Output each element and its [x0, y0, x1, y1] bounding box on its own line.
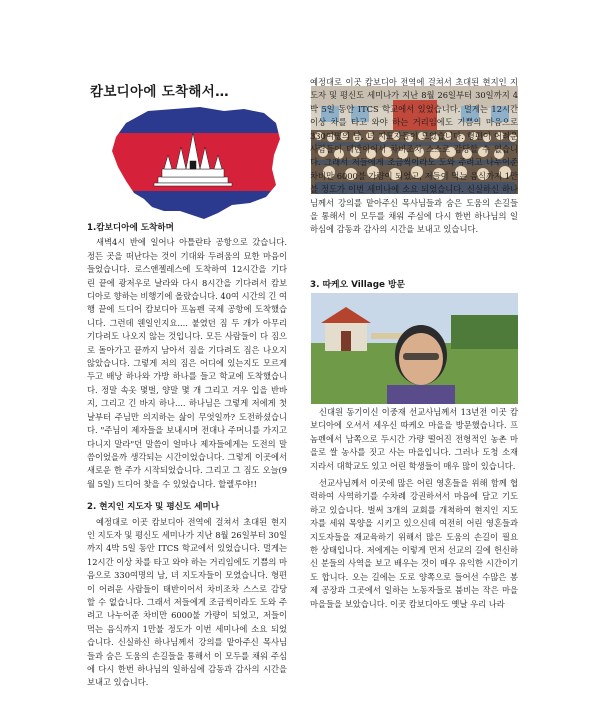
page-title: 캄보디아에 도착해서…: [90, 84, 229, 100]
section2-body: [87, 516, 287, 688]
section2-continuation: [310, 76, 518, 237]
section2-body-text: 예정대로 이곳 캄보디아 전역에 걸쳐서 초대된 현지인 지도자 및 평신도 세미나가 지난 8월 26일부터 30일까지 4박 5일 동안 ITCS 학교에서 있었습니다. 멀게는 12시간 이상 차를 타고 와야 하는 거리임에도 기쁨의 마음으로 330여명의 남, 녀 지도자들이 모였습니다. 형편이 어려운 사람들이 태반이어서 차비조차 스스로 감당할 수 없습니다. 그래서 저들에게 조금씩이라도 도와 주려고 나누어준 차비만 6000불 가량이 되었고, 저들이 먹는 음식까지 1만불 정도가 이번 세미나에 소요 되었습니다. 신실하신 하나님께서 강의를 맡아주신 목사님들과 숨은 도움의 손길들을 통해서 이 모두를 채워 주심에 다시 한번 하나님의 일하심에 감동과 감사의 시간을 보내고 있습니다.: [87, 516, 287, 688]
flag-blue-top: [104, 103, 284, 133]
section1-body: [87, 236, 287, 491]
section3-body1: [310, 406, 518, 473]
section2-heading: 2. 현지인 지도자 및 평신도 세미나: [87, 502, 220, 513]
right-column-continuation: [310, 77, 518, 269]
section3-body2-text: 선교사님께서 이곳에 많은 어린 영혼들을 위해 함께 협력하여 사역하기를 수차례 강권하셔서 마음에 담고 기도하고 있습니다. 벌써 3개의 교회를 개척하여 현지인 지도자를 세워 목양을 시키고 있으신데 여전히 어린 영혼들과 지도자들을 재교육하기 위해서 많은 도움의 손길이 필요한 상태입니다. 저에게는 이렇게 먼저 선교의 길에 헌신하신 분들의 사역을 보고 배우는 것이 매우 유익한 시간이기도 합니다. 오는 길에는 도로 양쪽으로 들어선 수많은 봉제 공장과 그곳에서 일하는 노동자들로 붐비는 작은 마을 마을들을 보았습니다. 이곳 캄보디아도 옛날 우리 나라: [310, 478, 518, 609]
village-church-photo: [311, 293, 518, 404]
section1-body-text: 새벽4시 반에 일어나 아틀란타 공항으로 갔습니다. 정든 곳을 떠난다는 것이 기대와 두려움의 묘한 마음이 들었습니다. 로스앤젤레스에 도착하여 12시간을 기다린 끝에 광저우로 날라와 다시 8시간을 기다려서 캄보디아로 향하는 비행기에 올랐습니다. 40여 시간의 긴 여행 끝에 드디어 캄보디아 프놈펜 국제 공항에 도착했습니다. 그런데 웬일인지요.... 붙였던 짐 두 개가 아무리 기다려도 나오지 않는 것입니다. 모든 사람들이 다 짐으로 돌아가고 끝까지 남아서 짐을 기다려도 짐은 나오지 않았습니다. 그렇게 저의 짐은 어디에 있는지도 모르게 두고 배낭 하나와 가방 하나를 들고 학교에 도착했습니다. 정말 속옷 몇벌, 양말 몇 개 그리고 겨우 입을 반바지, 그리고 긴 바지 하나.... 하나님은 그렇게 저에게 첫 날부터 주님만 의지하는 삶이 무엇일까? 도전하셨습니다. "주님이 제자들을 보내시며 전대나 주머니를 가지고 다니지 말라"던 말씀이 얼마나 제자들에게는 도전의 말씀이었을까 생각되는 시간이었습니다. 그렇게 이곳에서 새로운 한 주가 시작되었습니다. 그리고 그 짐도 오늘(9월 5일) 드디어 찾을 수 있었습니다. 할렐루야!!: [87, 237, 287, 489]
left-column: [87, 222, 287, 688]
section3-body2: [310, 477, 518, 611]
section3-body1-text: 신대원 동기이신 이중재 선교사님께서 13년전 이곳 캄보디아에 오셔서 세우신 따케오 마을을 방문했습니다. 프놈펜에서 남쪽으로 두시간 가량 떨어진 전형적인 농촌 마을로 쌀 농사를 짓고 사는 마을입니다. 그러나 도청 소재지라서 대학교도 있고 어린 학생들이 매우 많이 있습니다.: [310, 407, 518, 471]
cambodia-map-flag: [104, 103, 284, 221]
right-column-section3: [310, 406, 518, 611]
section2-continuation-text: 예정대로 이곳 캄보디아 전역에 걸쳐서 초대된 현지인 지도자 및 평신도 세미나가 지난 8월 26일부터 30일까지 4박 5일 동안 ITCS 학교에서 있었습니다. 멀게는 12시간 이상 차를 타고 와야 하는 거리임에도 기쁨의 마음으로 330여명의 남, 녀 지도자들이 모였습니다. 형편이 어려운 사람들이 태반이어서 차비조차 스스로 감당할 수 없습니다. 그래서 저들에게 조금씩이라도 도와 주려고 나누어준 차비만 6000불 가량이 되었고, 저들이 먹는 음식까지 1만불 정도가 이번 세미나에 소요 되었습니다. 신실하신 하나님께서 강의를 맡아주신 목사님들과 숨은 도움의 손길들을 통해서 이 모두를 채워 주심에 다시 한번 하나님의 일하심에 감동과 감사의 시간을 보내고 있습니다.: [310, 77, 518, 235]
section3-heading: 3. 따케오 Village 방문: [310, 280, 406, 290]
section1-heading: 1.캄보디아에 도착하며: [87, 223, 174, 233]
flag-blue-bottom: [104, 191, 284, 221]
